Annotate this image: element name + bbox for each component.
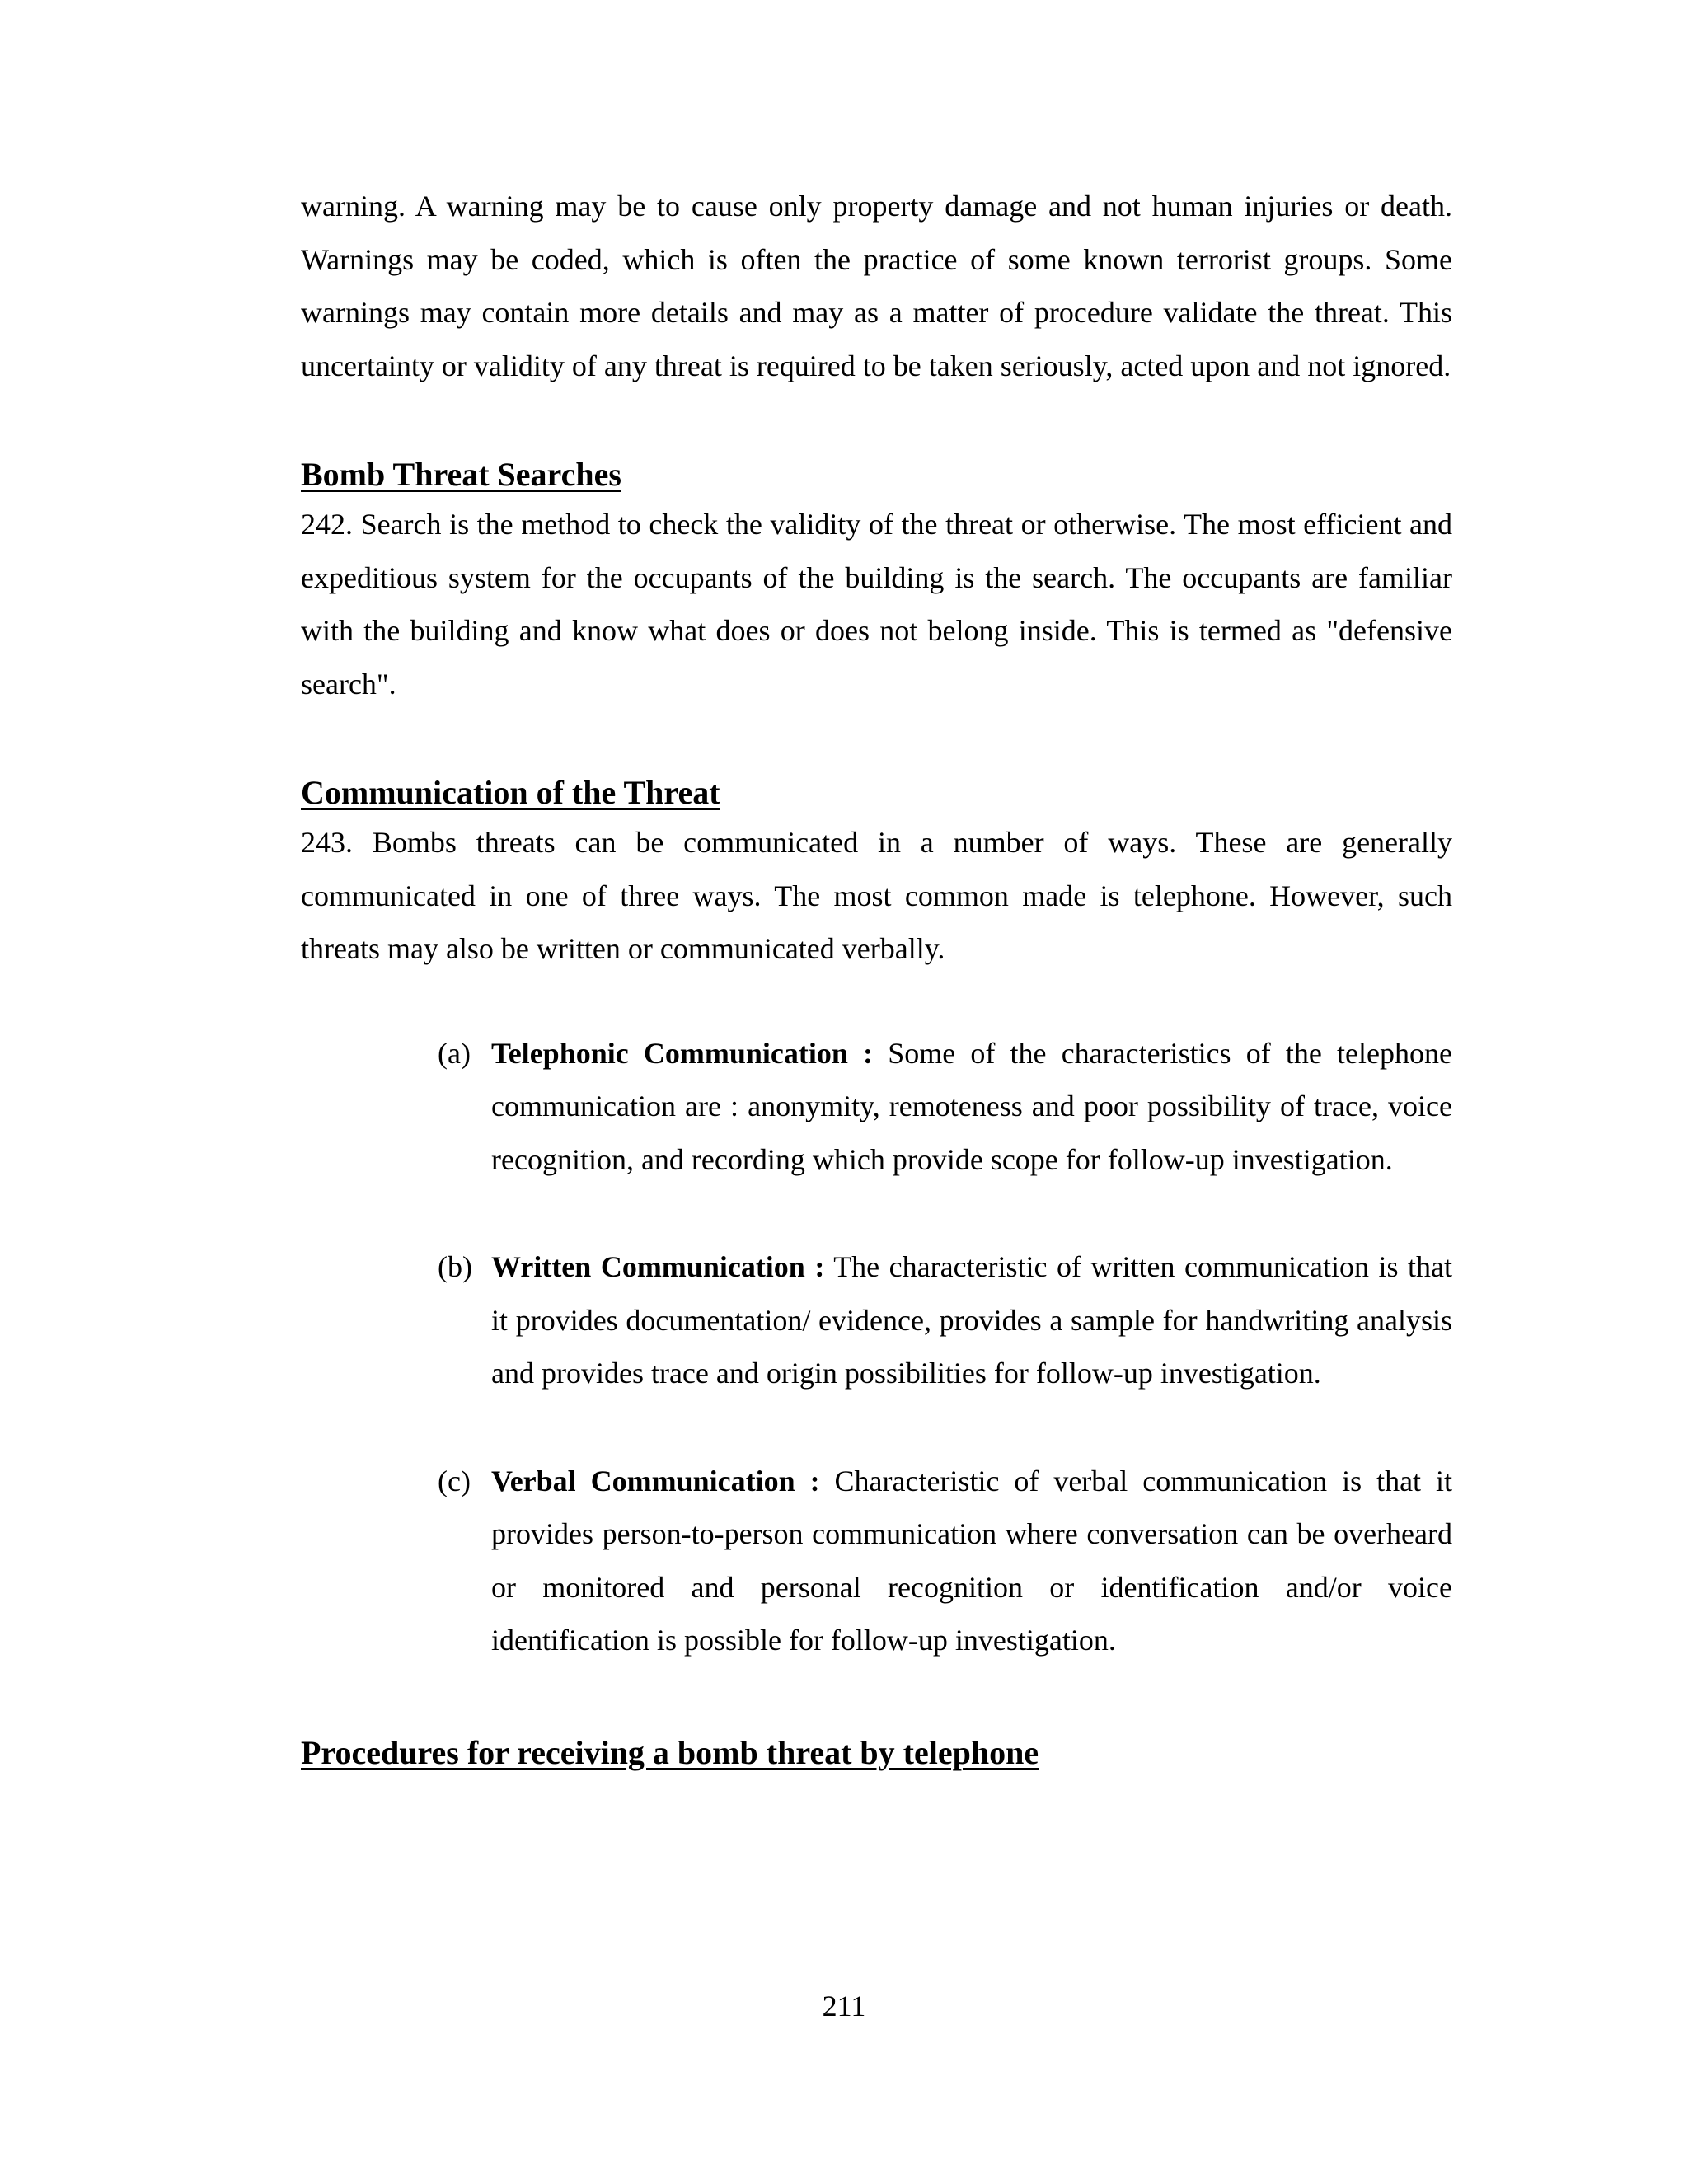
list-item-text: Characteristic of verbal communication is that it provides person-to-person communication where conversation can be overheard or monitored and personal recognition or identification and/or voice identification is possible for follow-up investigation. <box>491 1464 1453 1657</box>
list-item-term: Verbal Communication : <box>491 1464 820 1497</box>
list-item-text: Some of the characteristics of the telephone communication are : anonymity, remoteness and poor possibility of trace, voice recognition, and recording which provide scope for follow-up investigation. <box>491 1036 1452 1176</box>
section-heading-bomb-threat-searches: Bomb Threat Searches <box>301 456 621 493</box>
page-number: 211 <box>822 1990 866 2022</box>
section-heading-communication-of-the-threat: Communication of the Threat <box>301 774 720 811</box>
list-item-verbal <box>301 1455 1452 1667</box>
list-item-term: Written Communication : <box>491 1250 825 1283</box>
communication-types-list <box>301 1027 1452 1667</box>
paragraph-242: 242. Search is the method to check the validity of the threat or otherwise. The most efficient and expeditious system for the occupants of the building is the search. The occupants are familiar with the building and know what does or does not belong inside. This is termed as "defensive search". <box>301 508 1452 701</box>
list-item-telephonic <box>301 1027 1452 1187</box>
list-marker: (c) <box>438 1464 471 1497</box>
section-heading-procedures-telephone: Procedures for receiving a bomb threat by telephone <box>301 1733 1039 1771</box>
list-marker: (a) <box>438 1036 471 1070</box>
list-item-body <box>491 1240 1452 1400</box>
page-content <box>301 180 1452 1776</box>
list-item-body <box>491 1027 1452 1187</box>
intro-paragraph: warning. A warning may be to cause only property damage and not human injuries or death. Warnings may be coded, which is often the practice of some known terrorist groups. Some warnings may contain more details and may as a matter of procedure validate the threat. This uncertainty or validity of any threat is required to be taken seriously, acted upon and not ignored. <box>301 190 1452 382</box>
spacer <box>301 1667 1452 1730</box>
list-marker: (b) <box>438 1250 472 1283</box>
list-item-text: The characteristic of written communication is that it provides documentation/ evidence, provides a sample for handwriting analysis and provides trace and origin possibilities for follow-up investigation. <box>491 1250 1452 1390</box>
spacer <box>301 710 1452 770</box>
spacer <box>301 392 1452 452</box>
list-item-body <box>491 1455 1452 1667</box>
list-item-term: Telephonic Communication : <box>491 1036 874 1070</box>
paragraph-243: 243. Bombs threats can be communicated in a number of ways. These are generally communicated in one of three ways. The most common made is telephone. However, such threats may also be written or communicated verbally. <box>301 826 1452 965</box>
list-item-written <box>301 1240 1452 1400</box>
